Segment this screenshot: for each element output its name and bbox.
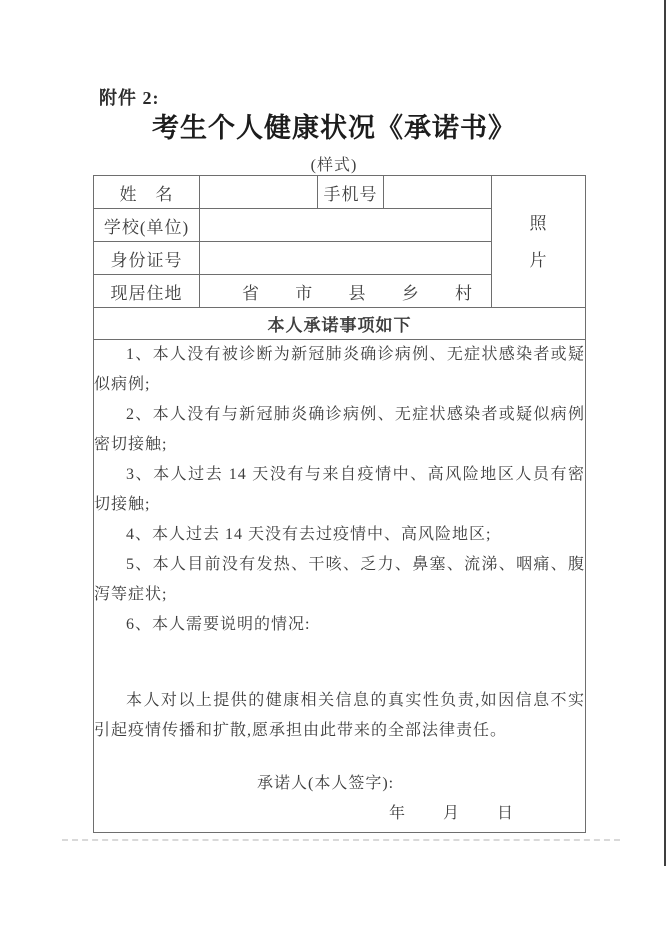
- residence-unit-county: 县: [348, 283, 367, 303]
- attachment-label: 附件 2:: [99, 88, 160, 108]
- residence-value-cell: [200, 275, 492, 308]
- residence-units: [200, 279, 491, 304]
- page-title: 考生个人健康状况《承诺书》: [152, 113, 516, 143]
- photo-label-line1: 照: [529, 213, 548, 233]
- scan-page-edge-line: [664, 0, 666, 866]
- commitment-item-4: 4、本人过去 14 天没有去过疫情中、高风险地区;: [126, 526, 492, 543]
- declaration-paragraph: 本人对以上提供的健康相关信息的真实性负责,如因信息不实引起疫情传播和扩散,愿承担由此带来的全部法律责任。: [94, 692, 585, 739]
- photo-label-line2: 片: [529, 250, 548, 270]
- commitment-header: 本人承诺事项如下: [94, 308, 586, 340]
- date-year-label: 年: [389, 805, 407, 822]
- phone-value-cell: [384, 176, 492, 209]
- residence-unit-city: 市: [295, 283, 314, 303]
- health-commitment-form-table: [93, 175, 586, 833]
- commitment-item-3: 3、本人过去 14 天没有与来自疫情中、高风险地区人员有密切接触;: [94, 466, 585, 513]
- photo-box: [492, 176, 586, 308]
- id-number-value-cell: [200, 242, 492, 275]
- date-line: [389, 800, 585, 828]
- residence-unit-village: 村: [455, 283, 473, 303]
- signature-label: 承诺人(本人签字):: [257, 775, 395, 792]
- residence-label: 现居住地: [94, 275, 200, 308]
- scan-artifact-dashed-line: [62, 839, 620, 841]
- table-row-commitment-body: [94, 340, 586, 833]
- residence-unit-township: 乡: [401, 283, 420, 303]
- name-value-cell: [200, 176, 318, 209]
- date-month-label: 月: [443, 805, 461, 822]
- commitment-body-cell: [94, 340, 586, 833]
- id-number-label: 身份证号: [94, 242, 200, 275]
- name-label: 姓 名: [94, 176, 200, 209]
- page-subtitle: (样式): [310, 157, 358, 174]
- school-value-cell: [200, 209, 492, 242]
- commitment-item-2: 2、本人没有与新冠肺炎确诊病例、无症状感染者或疑似病例密切接触;: [94, 406, 585, 453]
- school-label: 学校(单位): [94, 209, 200, 242]
- phone-label: 手机号: [318, 176, 384, 209]
- table-row-commitment-header: [94, 308, 586, 340]
- commitment-item-6: 6、本人需要说明的情况:: [126, 616, 311, 633]
- date-day-label: 日: [497, 805, 515, 822]
- commitment-item-1: 1、本人没有被诊断为新冠肺炎确诊病例、无症状感染者或疑似病例;: [94, 346, 585, 393]
- commitment-item-5: 5、本人目前没有发热、干咳、乏力、鼻塞、流涕、咽痛、腹泻等症状;: [94, 556, 585, 603]
- table-row-name-phone: [94, 176, 586, 209]
- residence-unit-province: 省: [242, 283, 260, 303]
